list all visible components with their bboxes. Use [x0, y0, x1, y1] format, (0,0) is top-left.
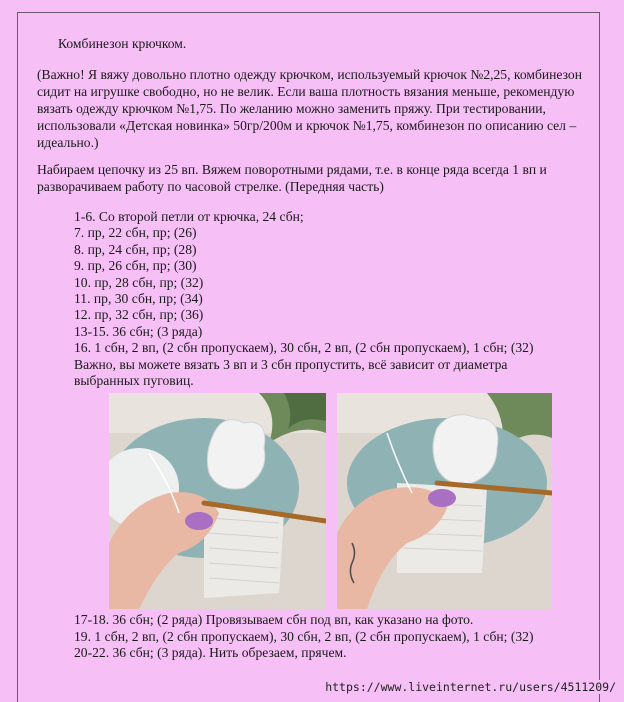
step-row: 7. пр, 22 сбн, пр; (26) [74, 225, 197, 241]
steps-after-list [74, 612, 534, 662]
step-row: 17-18. 36 сбн; (2 ряда) Провязываем сбн под вп, как указано на фото. [74, 612, 474, 627]
step-row: 9. пр, 26 сбн, пр; (30) [74, 258, 197, 274]
page-title: Комбинезон крючком. [58, 36, 187, 51]
step-row: 8. пр, 24 сбн, пр; (28) [74, 241, 197, 257]
step-row: 10. пр, 28 сбн, пр; (32) [74, 274, 204, 290]
step-row: 19. 1 сбн, 2 вп, (2 сбн пропускаем), 30 сбн, 2 вп, (2 сбн пропускаем), 1 сбн; (32) [74, 628, 534, 644]
step-row: 1-6. Со второй петли от крючка, 24 сбн; [74, 209, 304, 224]
crochet-photo-left [109, 393, 326, 609]
step-row: 11. пр, 30 сбн, пр; (34) [74, 291, 203, 307]
step-row: 12. пр, 32 сбн, пр; (36) [74, 307, 204, 323]
crochet-photo-right [337, 393, 552, 609]
intro-paragraph: Набираем цепочку из 25 вп. Вяжем поворотными рядами, т.е. в конце ряда всегда 1 вп и разворачиваем работу по часовой стрелке. (Передняя часть) [37, 162, 547, 194]
important-note: (Важно! Я вяжу довольно плотно одежду крючком, используемый крючок №2,25, комбинезон сидит на игрушке свободно, но не велик. Если ваша плотность вязания меньше, рекомендую вязать одежду крючком №1,75. По желанию можно заменить пряжу. При тестировании, использовали «Детская новинка» 50гр/200м и крючок №1,75, комбинезон по описанию сел – идеально.) [37, 67, 582, 150]
step-row: 20-22. 36 сбн; (3 ряда). Нить обрезаем, прячем. [74, 645, 347, 661]
step-row: 13-15. 36 сбн; (3 ряда) [74, 323, 203, 339]
step-row: 16. 1 сбн, 2 вп, (2 сбн пропускаем), 30 сбн, 2 вп, (2 сбн пропускаем), 1 сбн; (32) [74, 340, 534, 356]
source-url-watermark: https://www.liveinternet.ru/users/4511209/ [325, 680, 616, 694]
steps-list [74, 209, 594, 389]
step-note: Важно, вы можете вязать 3 вп и 3 сбн пропустить, всё зависит от диаметра выбранных пуговиц. [74, 356, 508, 389]
